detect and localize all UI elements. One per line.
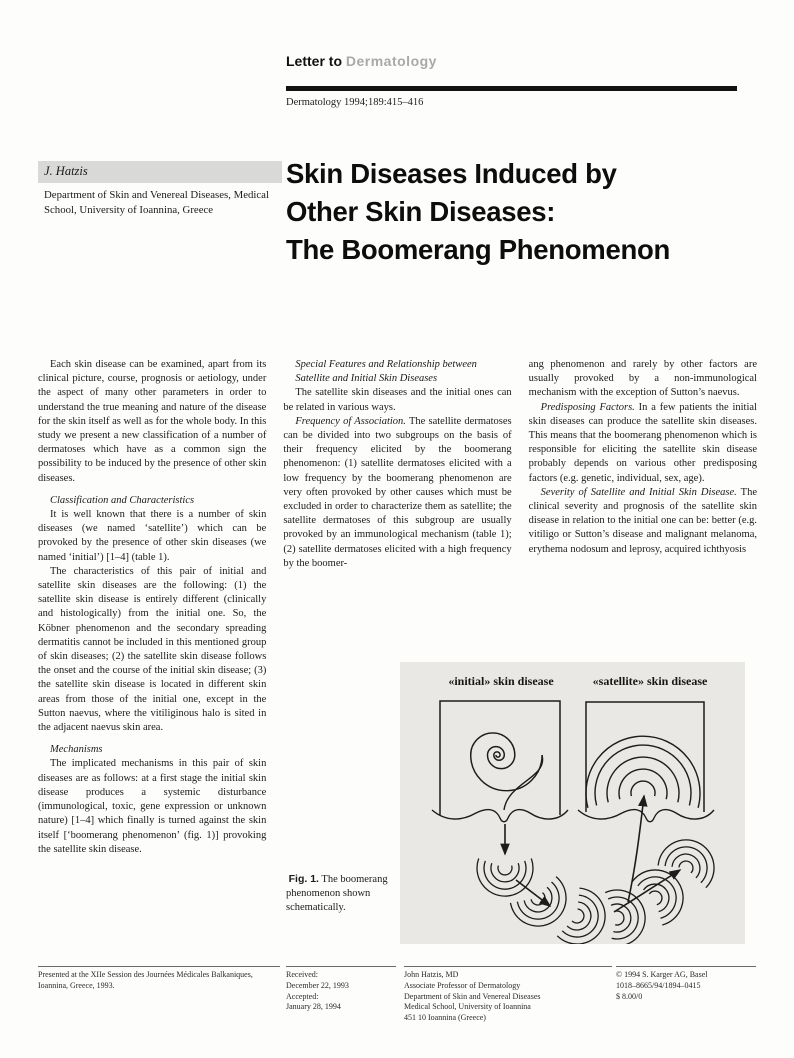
paragraph: ang phenomenon and rarely by other factors are usually provoked by a non-immunological mechanism with the exception of Sutton’s naevus.	[528, 359, 757, 399]
author-affiliation: Department of Skin and Venereal Diseases, Medical School, University of Ioannina, Greece	[44, 189, 269, 216]
boomerang-ripple-4	[605, 888, 647, 944]
title-line-1: Skin Diseases Induced by	[286, 158, 617, 189]
copyright-line: © 1994 S. Karger AG, Basel	[616, 970, 708, 979]
paragraph-text: In a few patients the initial skin diseases can produce the satellite skin diseases. This means that the boomerang phenomenon which is responsible for eliciting the satellite skin disease probably depends on various other predisposing factors (e.g. genetic, individual, sex, age).	[528, 401, 757, 484]
address-line: John Hatzis, MD	[404, 970, 459, 979]
figure-1	[400, 662, 745, 944]
paragraph: The implicated mechanisms in this pair of skin diseases are as follows: at a first stage the initial skin disease produces a systemic disturbance (immunological, toxic, gene expression or unknown nature) [1–4] which finally is turned against the skin itself [‘boomerang phenomenon’ (fig. 1)] provoking the satellite skin disease.	[38, 758, 267, 855]
paragraph: The characteristics of this pair of initial and satellite skin diseases are the following: (1) the satellite skin disease is entirely different (clinically and histologically) from the initial one. So, the Köbner phenomenon and the secondary spreading dermatitis cannot be included in this mentioned group of skin diseases; (2) the satellite skin disease follows the onset and the course of the initial skin disease; (3) the satellite skin disease is located in different skin areas from those of the initial one, except in the Sutton naevus, where the vitiliginous halo is sited in the adjacent naevus skin area.	[38, 565, 267, 734]
journal-logo: Dermatology	[345, 53, 437, 69]
address-line: 451 10 Ioannina (Greece)	[404, 1013, 486, 1023]
copyright-line: 1018–8665/94/1894–0415	[616, 980, 701, 990]
boomerang-ripple-2	[509, 876, 576, 937]
run-in-heading: Frequency of Association.	[295, 415, 406, 427]
footer-correspondence-address	[404, 966, 612, 1024]
figure-label-satellite: «satellite» skin disease	[592, 674, 708, 688]
figure-label-initial: «initial» skin disease	[448, 674, 554, 688]
paragraph	[529, 486, 757, 557]
title-line-2: Other Skin Diseases:	[286, 196, 556, 227]
boomerang-ripple-1	[477, 859, 533, 897]
section-heading-mechanisms: Mechanisms	[50, 744, 103, 756]
boomerang-diagram	[400, 662, 745, 944]
skin-surface-left	[432, 810, 568, 822]
footer-copyright	[616, 966, 756, 1002]
received-label: Received:	[286, 970, 318, 979]
page-header	[286, 53, 437, 69]
figure-caption-label: Fig. 1.	[288, 873, 319, 885]
header-rule	[286, 86, 737, 91]
ripples-satellite-disease	[586, 736, 700, 808]
accepted-label: Accepted:	[286, 991, 319, 1001]
paragraph-text: The clinical severity and prognosis of the satellite skin disease in relation to the initial one can be: better (e.g. vitiligo or Sutton’s disease and malignant melanoma, erythema nodosum and leprosy, acquired ichthyosis	[528, 486, 757, 555]
boomerang-ripple-5	[631, 859, 694, 926]
run-in-heading: Severity of Satellite and Initial Skin Disease.	[540, 486, 737, 498]
paragraph: It is well known that there is a number of skin diseases (we named ‘satellite’) which can be provoked by the presence of other skin diseases (we named ‘initial’) [1–4] (table 1).	[38, 509, 267, 563]
section-heading-classification: Classification and Characteristics	[50, 494, 195, 506]
article-title	[286, 155, 756, 269]
paragraph: The satellite skin diseases and the initial ones can be related in various ways.	[283, 387, 512, 413]
title-line-3: The Boomerang Phenomenon	[286, 234, 670, 265]
skin-surface-right	[578, 810, 714, 822]
figure-caption-text: The boomerang phenomenon shown schematically.	[286, 874, 388, 913]
journal-citation: Dermatology 1994;189:415–416	[286, 97, 424, 108]
arrow-up-into-satellite	[628, 796, 644, 902]
address-line: Medical School, University of Ioannina	[404, 1002, 531, 1012]
footer-dates	[286, 966, 396, 1013]
paragraph: Each skin disease can be examined, apart from its clinical picture, course, prognosis or aetiology, under the aspect of many other parameters in order to understand the true meaning and nature of the disease for the skin itself as well as for the whole body. In this study we present a new classification of a number of dermatoses which have as a common sign the possibility to be induced by the presence of other skin diseases.	[38, 359, 267, 484]
paragraph-text: The satellite dermatoses can be divided into two subgroups on the basis of their frequency elicited by the boomerang phenomenon: (1) satellite dermatoses elicited with a low frequency by the boomerang phenomenon are very often provoked by other causes which must be excluded in order to characterize them as satellite; the satellite dermatoses of this subgroup are usually provoked by an immunological mechanism (table 1); (2) satellite dermatoses elicited with a high frequency by the boomer-	[283, 415, 512, 569]
footer-presented-note: Presented at the XIIe Session des Journées Médicales Balkaniques, Ioannina, Greece, 1993.	[38, 966, 280, 992]
received-date: December 22, 1993	[286, 980, 349, 990]
paragraph	[529, 401, 757, 486]
figure-caption	[286, 872, 388, 915]
accepted-date: January 28, 1994	[286, 1002, 341, 1012]
spiral-initial-disease	[471, 733, 542, 791]
column-1	[38, 358, 266, 857]
run-in-heading: Predisposing Factors.	[540, 401, 635, 413]
section-heading-special-features: Special Features and Relationship between Satellite and Initial Skin Diseases	[295, 359, 477, 385]
author-name: J. Hatzis	[38, 161, 282, 183]
boomerang-ripple-3	[557, 887, 615, 944]
paragraph	[283, 415, 511, 571]
letter-to-label: Letter to	[286, 53, 342, 69]
address-line: Department of Skin and Venereal Diseases	[404, 991, 541, 1001]
address-line: Associate Professor of Dermatology	[404, 980, 521, 990]
copyright-line: $ 8.00/0	[616, 991, 643, 1001]
